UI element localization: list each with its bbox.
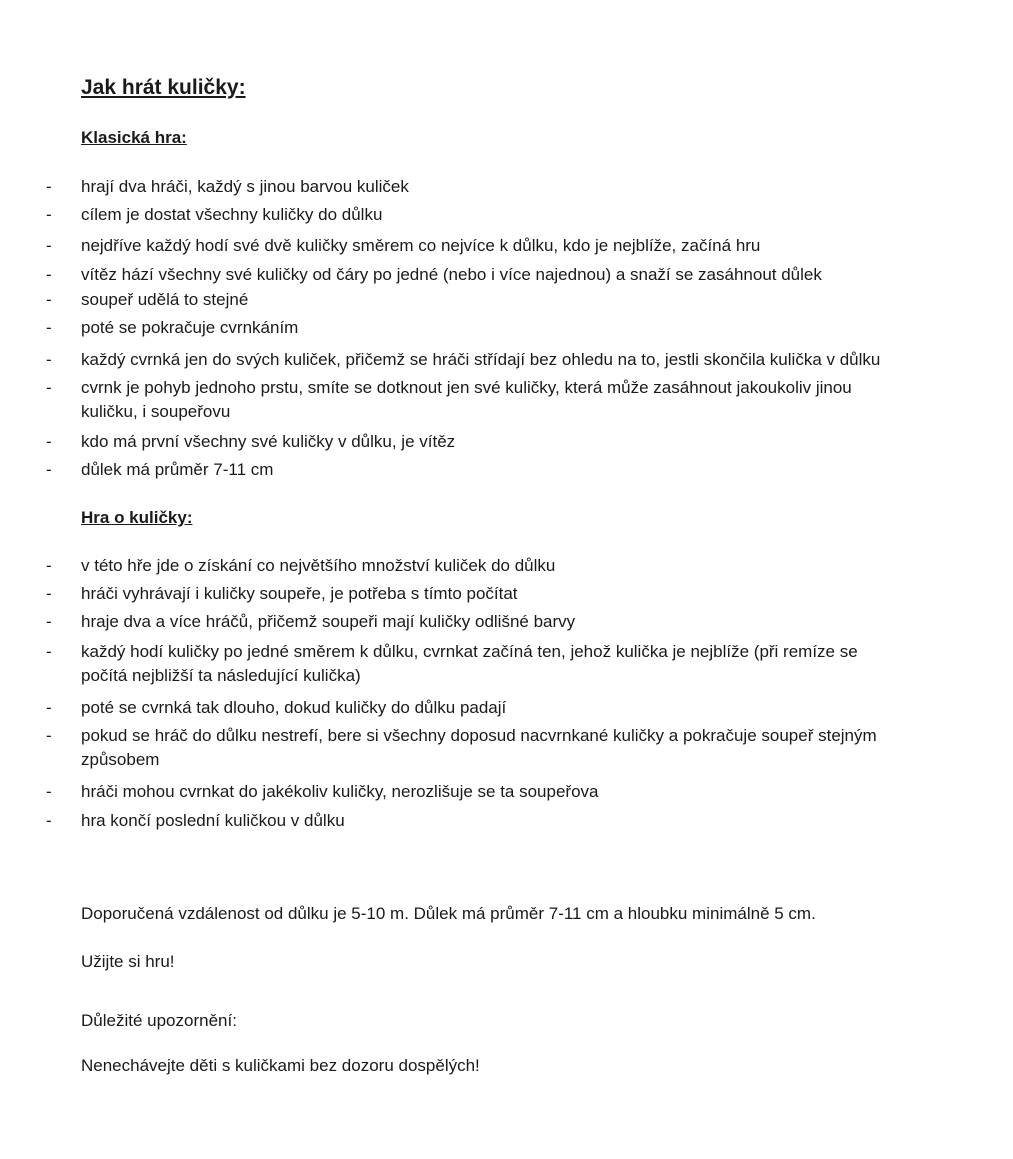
recommendation-paragraph: Doporučená vzdálenost od důlku je 5-10 m. Důlek má průměr 7-11 cm a hloubku minimálně 5 cm. (81, 904, 816, 923)
rule-text: hráči vyhrávají i kuličky soupeře, je potřeba s tímto počítat (81, 584, 518, 603)
warning-heading: Důležité upozornění: (81, 1011, 237, 1030)
rule-text-continued: kuličku, i soupeřovu (81, 402, 231, 421)
bullet-dash: - (46, 782, 52, 801)
rule-text: každý cvrnká jen do svých kuliček, přičemž se hráči střídají bez ohledu na to, jestli skončila kulička v důlku (81, 350, 881, 369)
bullet-dash: - (46, 726, 52, 745)
rule-text: cílem je dostat všechny kuličky do důlku (81, 205, 383, 224)
rule-text: hraje dva a více hráčů, přičemž soupeři mají kuličky odlišné barvy (81, 612, 576, 631)
rule-text: poté se cvrnká tak dlouho, dokud kuličky do důlku padají (81, 698, 507, 717)
bullet-dash: - (46, 556, 52, 575)
rule-text: každý hodí kuličky po jedné směrem k důlku, cvrnkat začíná ten, jehož kulička je nejblíže (při remíze se (81, 642, 858, 661)
rule-text: důlek má průměr 7-11 cm (81, 460, 274, 479)
bullet-dash: - (46, 290, 52, 309)
classic-game-heading: Klasická hra: (81, 128, 187, 147)
rule-text-continued: způsobem (81, 750, 160, 769)
bullet-dash: - (46, 350, 52, 369)
rule-text: vítěz hází všechny své kuličky od čáry po jedné (nebo i více najednou) a snaží se zasáhnout důlek (81, 265, 822, 284)
bullet-dash: - (46, 205, 52, 224)
bullet-dash: - (46, 318, 52, 337)
bullet-dash: - (46, 432, 52, 451)
rule-text-continued: počítá nejbližší ta následující kulička) (81, 666, 361, 685)
bullet-dash: - (46, 236, 52, 255)
warning-text: Nenechávejte děti s kuličkami bez dozoru dospělých! (81, 1056, 480, 1075)
rule-text: soupeř udělá to stejné (81, 290, 249, 309)
bullet-dash: - (46, 177, 52, 196)
document-title: Jak hrát kuličky: (81, 76, 246, 99)
rule-text: hra končí poslední kuličkou v důlku (81, 811, 345, 830)
bullet-dash: - (46, 698, 52, 717)
rule-text: pokud se hráč do důlku nestrefí, bere si všechny doposud nacvrnkané kuličky a pokračuje soupeř stejným (81, 726, 877, 745)
bullet-dash: - (46, 612, 52, 631)
bullet-dash: - (46, 811, 52, 830)
marbles-game-heading: Hra o kuličky: (81, 508, 193, 527)
rule-text: kdo má první všechny své kuličky v důlku, je vítěz (81, 432, 456, 451)
rule-text: poté se pokračuje cvrnkáním (81, 318, 299, 337)
bullet-dash: - (46, 584, 52, 603)
rule-text: nejdříve každý hodí své dvě kuličky směrem co nejvíce k důlku, kdo je nejblíže, začíná hru (81, 236, 761, 255)
bullet-dash: - (46, 378, 52, 397)
rule-text: v této hře jde o získání co největšího množství kuliček do důlku (81, 556, 556, 575)
rule-text: hrají dva hráči, každý s jinou barvou kuliček (81, 177, 409, 196)
bullet-dash: - (46, 642, 52, 661)
bullet-dash: - (46, 460, 52, 479)
bullet-dash: - (46, 265, 52, 284)
rule-text: cvrnk je pohyb jednoho prstu, smíte se dotknout jen své kuličky, která může zasáhnout jakoukoliv jinou (81, 378, 852, 397)
enjoy-paragraph: Užijte si hru! (81, 952, 175, 971)
rule-text: hráči mohou cvrnkat do jakékoliv kuličky, nerozlišuje se ta soupeřova (81, 782, 599, 801)
